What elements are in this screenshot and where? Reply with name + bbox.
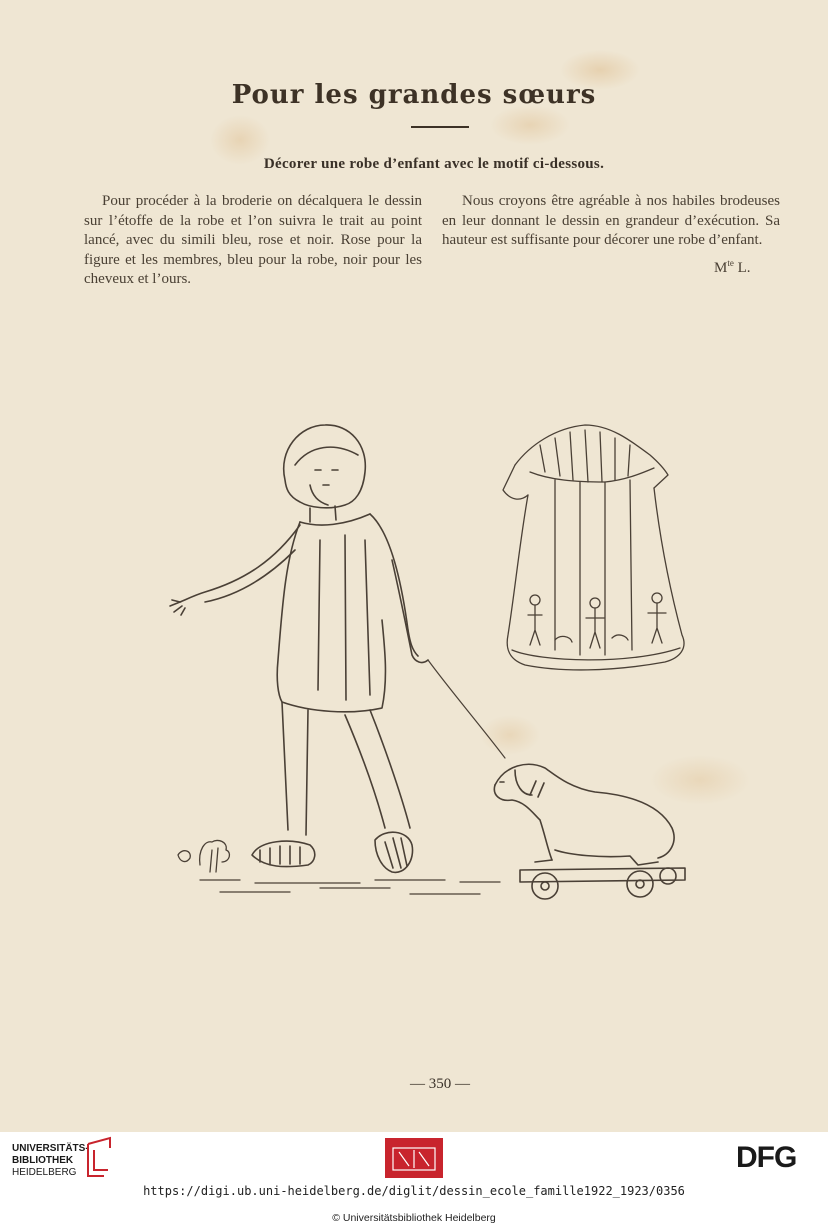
page-title: Pour les grandes sœurs [231, 80, 597, 110]
heidelberg-library-icon [84, 1136, 116, 1180]
page-subtitle: Décorer une robe d’enfant avec le motif ci-dessous. [263, 156, 605, 172]
toy-bear [494, 764, 685, 899]
dfg-logo[interactable]: DFG [736, 1141, 797, 1174]
page-number: — 350 — [410, 1076, 470, 1092]
source-url-link[interactable]: https://digi.ub.uni-heidelberg.de/diglit/dessin_ecole_famille1922_1923/0356 [143, 1184, 685, 1198]
girl-figure [170, 425, 505, 872]
author-signature: $M^{te}$ L. [714, 258, 751, 276]
embroidery-pattern-illustration [160, 410, 700, 910]
title-divider [411, 126, 469, 128]
ground-lines [178, 840, 500, 894]
copyright-notice: © Universitätsbibliothek Heidelberg [332, 1212, 496, 1224]
left-column-text: Pour procéder à la broderie on décalquera le dessin sur l’étoffe de la robe et l’on suivra le trait au point lancé, avec du simili bleu, rose et noir. Rose pour la figure et les membres, bleu pour la robe, noir pour les cheveux et l’ours. [84, 193, 422, 287]
right-column-text: Nous croyons être agréable à nos habiles brodeuses en leur donnant le dessin en grandeur d’exécution. Sa hauteur est suffisante pour décorer une robe d’enfant. [442, 193, 780, 248]
epistene-logo[interactable] [385, 1138, 443, 1178]
university-library-logo[interactable]: UNIVERSITÄTS- BIBLIOTHEK HEIDELBERG [12, 1143, 89, 1178]
dress-figure [503, 425, 684, 670]
